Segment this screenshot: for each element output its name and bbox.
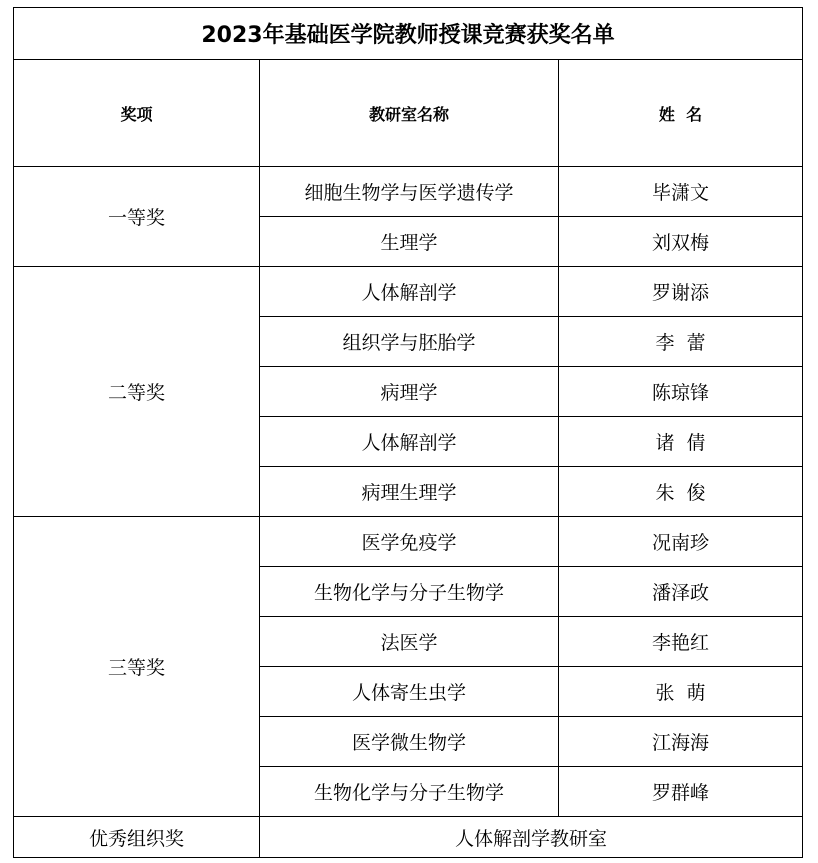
winner-name-cell: 陈琼锋 (559, 367, 803, 417)
department-cell: 组织学与胚胎学 (260, 317, 559, 367)
department-cell: 生物化学与分子生物学 (260, 567, 559, 617)
table-row (14, 167, 803, 217)
header-award: 奖项 (14, 60, 260, 167)
department-cell: 病理生理学 (260, 467, 559, 517)
department-cell: 生物化学与分子生物学 (260, 767, 559, 817)
department-cell: 细胞生物学与医学遗传学 (260, 167, 559, 217)
winner-name-cell: 罗谢添 (559, 267, 803, 317)
department-cell: 人体解剖学 (260, 417, 559, 467)
winner-name-cell: 张 萌 (559, 667, 803, 717)
winner-name-cell: 江海海 (559, 717, 803, 767)
header-department: 教研室名称 (260, 60, 559, 167)
department-cell: 医学免疫学 (260, 517, 559, 567)
winner-name-cell: 诸 倩 (559, 417, 803, 467)
winner-name-cell: 李 蕾 (559, 317, 803, 367)
table-row (14, 517, 803, 567)
winner-name-cell: 况南珍 (559, 517, 803, 567)
footer-department: 人体解剖学教研室 (260, 817, 803, 858)
winner-name-cell: 李艳红 (559, 617, 803, 667)
award-list-table (13, 7, 803, 858)
winner-name-cell: 朱 俊 (559, 467, 803, 517)
award-level-cell: 三等奖 (14, 517, 260, 817)
footer-row (14, 817, 803, 858)
header-row (14, 60, 803, 167)
winner-name-cell: 罗群峰 (559, 767, 803, 817)
table-title: 2023年基础医学院教师授课竞赛获奖名单 (14, 8, 803, 60)
award-level-cell: 一等奖 (14, 167, 260, 267)
winner-name-cell: 刘双梅 (559, 217, 803, 267)
department-cell: 人体解剖学 (260, 267, 559, 317)
department-cell: 病理学 (260, 367, 559, 417)
department-cell: 生理学 (260, 217, 559, 267)
table-row (14, 267, 803, 317)
department-cell: 人体寄生虫学 (260, 667, 559, 717)
title-row (14, 8, 803, 60)
winner-name-cell: 潘泽政 (559, 567, 803, 617)
award-level-cell: 二等奖 (14, 267, 260, 517)
footer-award: 优秀组织奖 (14, 817, 260, 858)
winner-name-cell: 毕潇文 (559, 167, 803, 217)
department-cell: 法医学 (260, 617, 559, 667)
header-name: 姓 名 (559, 60, 803, 167)
department-cell: 医学微生物学 (260, 717, 559, 767)
